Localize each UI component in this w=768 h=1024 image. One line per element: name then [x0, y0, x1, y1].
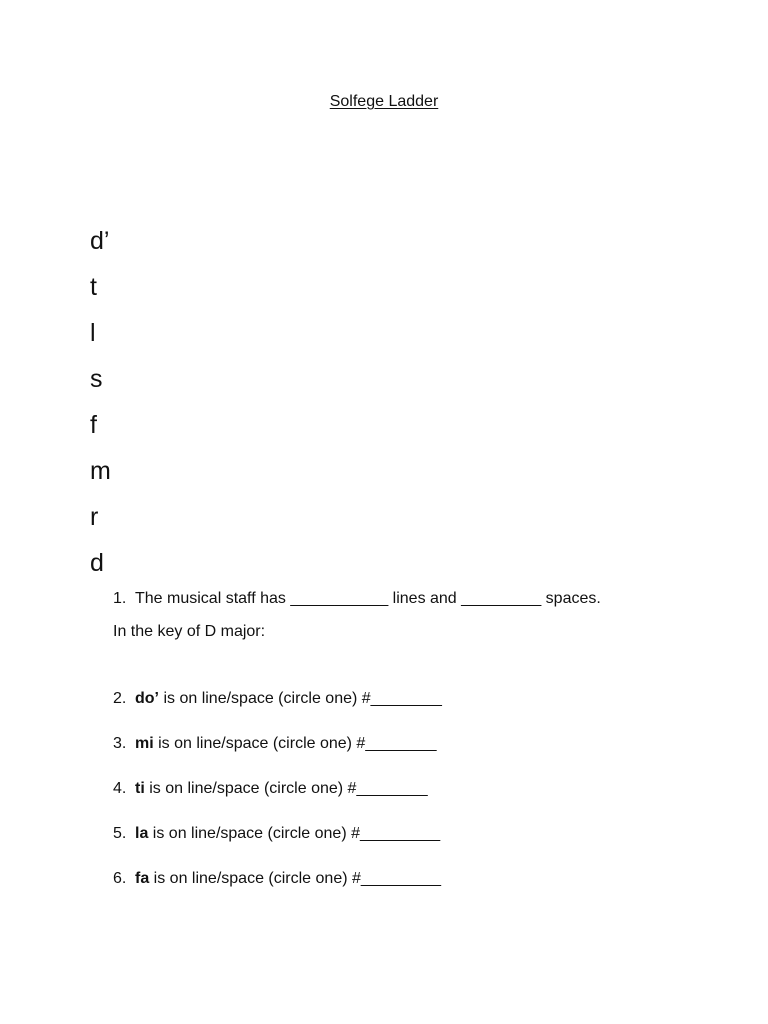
ladder-syllable: t	[90, 273, 97, 301]
question-syllable: do’	[135, 690, 159, 707]
ladder-syllable: l	[90, 319, 96, 347]
question-number: 2.	[113, 690, 127, 707]
question-item	[113, 823, 442, 868]
ladder-syllable: d’	[90, 227, 110, 255]
question-syllable: la	[135, 825, 149, 842]
question-text: The musical staff has ___________ lines and _________ spaces.	[135, 590, 601, 607]
page-title: Solfege Ladder	[329, 93, 439, 110]
question-item	[113, 733, 442, 778]
question-number: 1.	[113, 590, 127, 607]
question-item	[113, 688, 442, 733]
key-intro: In the key of D major:	[113, 623, 266, 640]
question-text: is on line/space (circle one) #________	[144, 780, 428, 797]
question-number: 6.	[113, 870, 127, 887]
ladder-syllable: m	[90, 457, 111, 485]
question-syllable: fa	[135, 870, 150, 887]
question-syllable: ti	[135, 780, 145, 797]
question-syllable: mi	[135, 735, 154, 752]
question-list	[113, 688, 442, 913]
question-text: is on line/space (circle one) #_________	[149, 870, 441, 887]
question-text: is on line/space (circle one) #_________	[148, 825, 441, 842]
ladder-syllable: d	[90, 549, 104, 577]
question-item	[113, 778, 442, 823]
question-number: 4.	[113, 780, 127, 797]
question-number: 5.	[113, 825, 127, 842]
ladder-syllable: f	[90, 411, 97, 439]
question-item	[113, 868, 442, 913]
question-text: is on line/space (circle one) #________	[159, 690, 442, 707]
ladder-syllable: s	[90, 365, 103, 393]
ladder-syllable: r	[90, 503, 99, 531]
question-text: is on line/space (circle one) #________	[153, 735, 437, 752]
question-number: 3.	[113, 735, 127, 752]
question-1	[113, 590, 601, 608]
solfege-ladder	[90, 225, 111, 593]
